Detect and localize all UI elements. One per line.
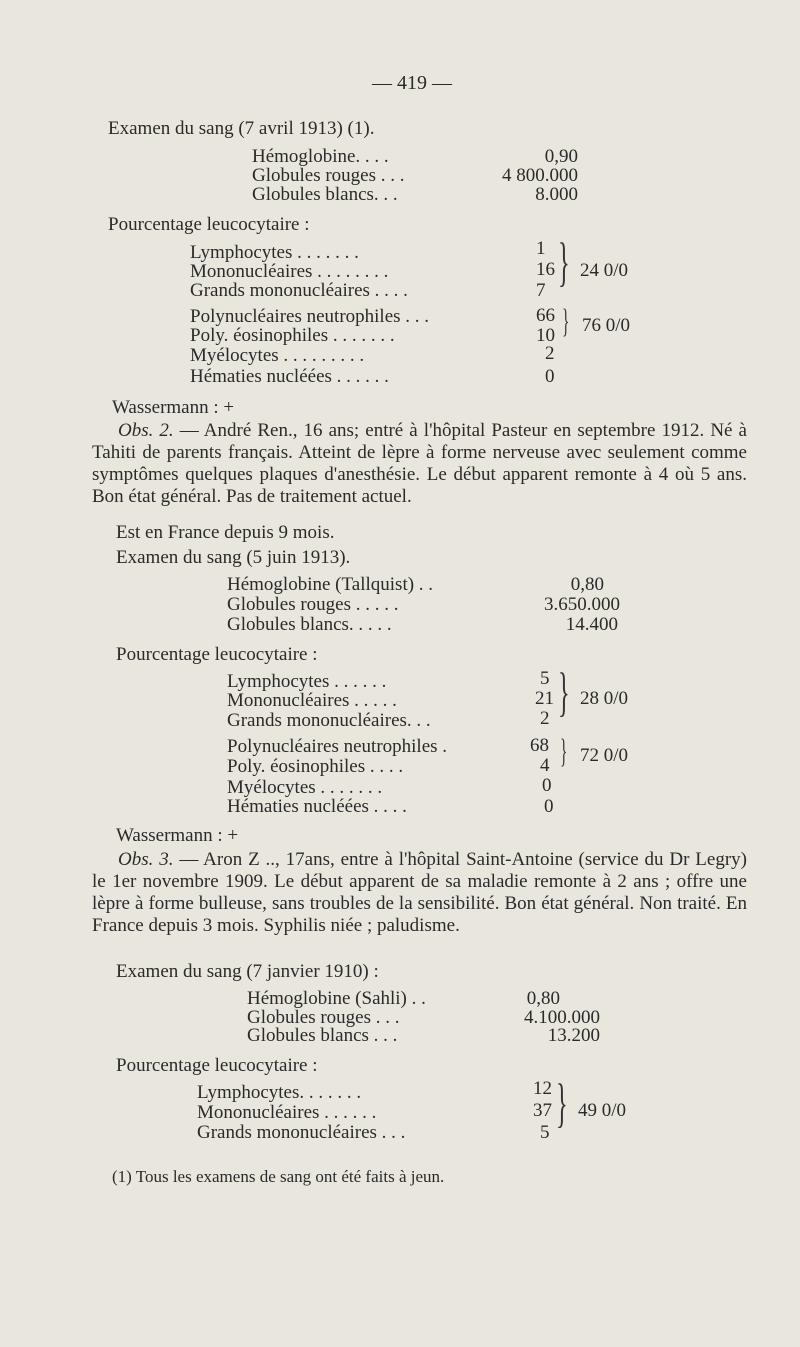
- leuco-label: Polynucléaires neutrophiles .: [227, 736, 448, 757]
- brace-icon: }: [558, 662, 570, 722]
- group-total: 72 0/0: [580, 745, 629, 766]
- blood-value: 13.200: [547, 1025, 600, 1046]
- leuco-label: Poly. éosinophiles . . . . . . .: [190, 325, 395, 346]
- blood-value: 4 800.000: [502, 165, 578, 186]
- pourcentage-heading: Pourcentage leucocytaire :: [108, 214, 310, 235]
- blood-value: 0,80: [570, 574, 604, 595]
- leuco-value: 12: [533, 1078, 552, 1099]
- leuco-value: 66: [536, 305, 555, 326]
- group-total: 49 0/0: [578, 1100, 627, 1121]
- blood-label: Globules blancs. . . . .: [227, 614, 392, 635]
- leuco-label: Grands mononucléaires. . .: [227, 710, 431, 731]
- leuco-value: 1: [536, 238, 546, 259]
- pourcentage-heading: Pourcentage leucocytaire :: [116, 644, 318, 665]
- leuco-label: Mononucléaires . . . . . .: [197, 1102, 377, 1123]
- blood-label: Globules blancs. . .: [252, 184, 398, 205]
- leuco-value: 16: [536, 259, 555, 280]
- france-duration: Est en France depuis 9 mois.: [116, 522, 335, 543]
- blood-value: 8.000: [535, 184, 578, 205]
- brace-icon: }: [558, 232, 570, 292]
- blood-label: Globules rouges . . .: [252, 165, 405, 186]
- blood-label: Hémoglobine (Tallquist) . .: [227, 574, 434, 595]
- blood-label: Globules rouges . . .: [247, 1007, 400, 1028]
- leuco-label: Mononucléaires . . . . .: [227, 690, 397, 711]
- leuco-label: Hématies nucléées . . . .: [227, 796, 407, 817]
- exam-heading-2: Examen du sang (5 juin 1913).: [116, 547, 351, 568]
- leuco-value: 10: [536, 325, 555, 346]
- brace-icon: }: [556, 1073, 568, 1133]
- observation-paragraph: [92, 849, 747, 937]
- blood-value: 0,80: [526, 988, 560, 1009]
- blood-value: 0,90: [544, 146, 578, 167]
- exam-heading-1: Examen du sang (7 avril 1913) (1).: [108, 118, 375, 139]
- observation-label: Obs. 3.: [118, 849, 174, 870]
- leuco-value: 7: [536, 280, 546, 301]
- blood-value: 3.650.000: [544, 594, 620, 615]
- leuco-label: Poly. éosinophiles . . . .: [227, 756, 404, 777]
- blood-value: 4.100.000: [524, 1007, 600, 1028]
- brace-icon: }: [560, 733, 568, 770]
- blood-label: Globules blancs . . .: [247, 1025, 398, 1046]
- exam-heading-3: Examen du sang (7 janvier 1910) :: [116, 961, 379, 982]
- blood-label: Hémoglobine (Sahli) . .: [247, 988, 426, 1009]
- leuco-label: Mononucléaires . . . . . . . .: [190, 261, 389, 282]
- leuco-label: Lymphocytes . . . . . .: [227, 671, 387, 692]
- pourcentage-heading: Pourcentage leucocytaire :: [116, 1055, 318, 1076]
- leuco-label: Polynucléaires neutrophiles . . .: [190, 306, 430, 327]
- observation-text: — André Ren., 16 ans; entré à l'hôpital Pasteur en septembre 1912. Né à Tahiti de parents français. Atteint de lèpre à forme nerveuse avec seulement comme symptômes quelques plaques d'anesthésie. Le début apparent remonte à 4 où 5 ans. Bon état général. Pas de traitement actuel.: [92, 420, 747, 507]
- leuco-value: 2: [540, 708, 550, 729]
- leuco-label: Grands mononucléaires . . .: [197, 1122, 406, 1143]
- leuco-label: Myélocytes . . . . . . . . .: [190, 345, 365, 366]
- leuco-label: Grands mononucléaires . . . .: [190, 280, 408, 301]
- leuco-value: 5: [540, 668, 550, 689]
- blood-value: 14.400: [565, 614, 618, 635]
- leuco-label: Lymphocytes. . . . . . .: [197, 1082, 362, 1103]
- wassermann-result: Wassermann : +: [112, 397, 235, 418]
- leuco-value: 4: [540, 755, 550, 776]
- observation-text: — Aron Z .., 17ans, entre à l'hôpital Saint-Antoine (service du Dr Legry) le 1er novembre 1909. Le début apparent de sa maladie remonte à 2 ans ; offre une lèpre à forme bulleuse, sans troubles de la sensibilité. Bon état général. Non traité. En France depuis 3 mois. Syphilis niée ; paludisme.: [92, 849, 747, 936]
- leuco-label: Myélocytes . . . . . . .: [227, 777, 383, 798]
- group-total: 24 0/0: [580, 260, 629, 281]
- leuco-value: 5: [540, 1122, 550, 1143]
- group-total: 76 0/0: [582, 315, 631, 336]
- leuco-value: 0: [545, 366, 555, 387]
- observation-label: Obs. 2.: [118, 420, 174, 441]
- leuco-label: Hématies nucléées . . . . . .: [190, 366, 389, 387]
- observation-paragraph: [92, 420, 747, 508]
- page-number: — 419 —: [372, 72, 452, 94]
- leuco-value: 68: [530, 735, 549, 756]
- blood-label: Hémoglobine. . . .: [252, 146, 389, 167]
- footnote: (1) Tous les examens de sang ont été faits à jeun.: [112, 1167, 445, 1186]
- leuco-value: 2: [545, 343, 555, 364]
- group-total: 28 0/0: [580, 688, 629, 709]
- blood-label: Globules rouges . . . . .: [227, 594, 399, 615]
- leuco-value: 0: [544, 796, 554, 817]
- leuco-value: 37: [533, 1100, 552, 1121]
- wassermann-result: Wassermann : +: [116, 825, 239, 846]
- leuco-label: Lymphocytes . . . . . . .: [190, 242, 359, 263]
- leuco-value: 21: [535, 688, 554, 709]
- leuco-value: 0: [542, 775, 552, 796]
- brace-icon: }: [562, 303, 570, 340]
